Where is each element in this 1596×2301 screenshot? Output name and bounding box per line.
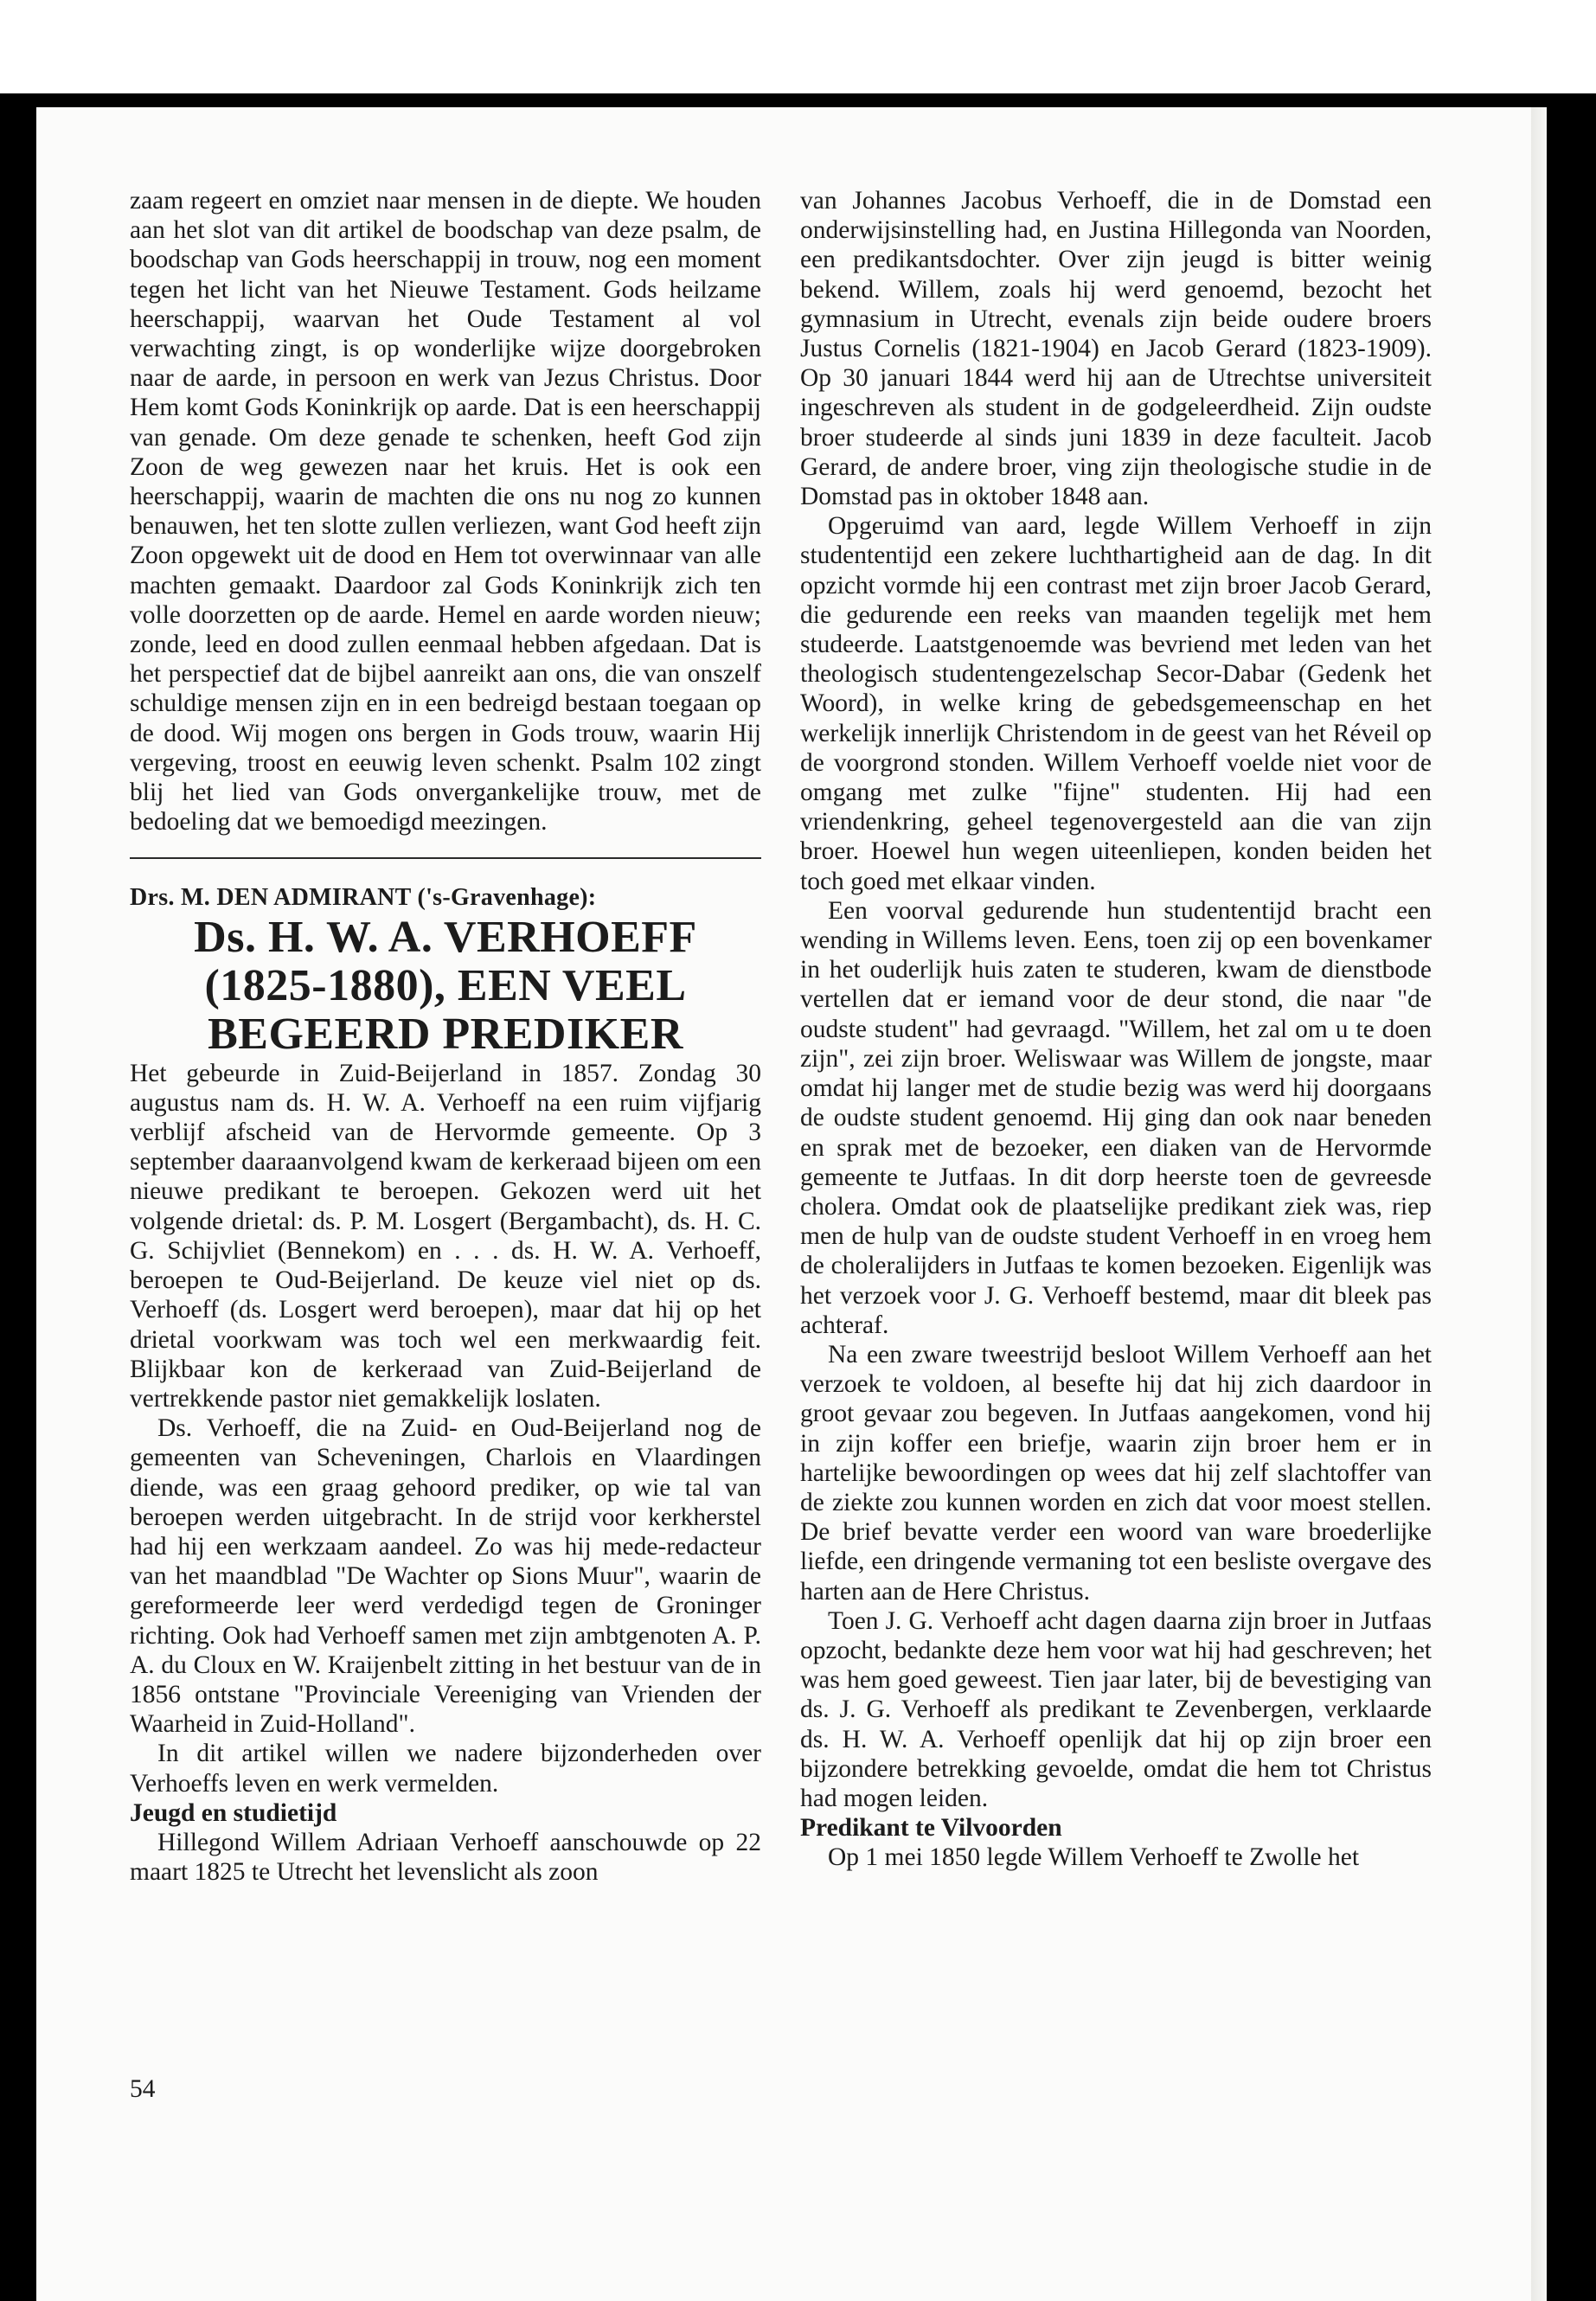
body-paragraph: Ds. Verhoeff, die na Zuid- en Oud-Beijerland nog de gemeenten van Scheveningen, Charlois en Vlaardingen diende, was een graag gehoord prediker, op wie tal van beroepen werden uitgebracht. In de strijd voor kerkherstel had hij een werkzaam aandeel. Zo was hij mede-redacteur van het maandblad "De Wachter op Sions Muur", waarin de gereformeerde leer werd verdedigd tegen de Groninger richting. Ook had Verhoeff samen met zijn ambtgenoten A. P. A. du Cloux en W. Kraijenbelt zitting in het bestuur van de in 1856 ontstane "Provinciale Vereeniging van Vrienden der Waarheid in Zuid-Holland". <box>130 1414 761 1739</box>
body-paragraph: van Johannes Jacobus Verhoeff, die in de Domstad een onderwijsinstelling had, en Justina Hillegonda van Noorden, een predikantsdochter. Over zijn jeugd is bitter weinig bekend. Willem, zoals hij werd genoemd, bezocht het gymnasium in Utrecht, evenals zijn beide oudere broers Justus Cornelis (1821-1904) en Jacob Gerard (1823-1909). Op 30 januari 1844 werd hij aan de Utrechtse universiteit ingeschreven als student in de godgeleerdheid. Zijn oudste broer studeerde al sinds juni 1839 in deze faculteit. Jacob Gerard, de andere broer, ving zijn theologische studie in de Domstad pas in oktober 1848 aan. <box>800 187 1432 511</box>
body-paragraph: Hillegond Willem Adriaan Verhoeff aanschouwde op 22 maart 1825 te Utrecht het levenslicht als zoon <box>130 1828 761 1887</box>
opening-paragraph: zaam regeert en omziet naar mensen in de diepte. We houden aan het slot van dit artikel de boodschap van deze psalm, de boodschap van Gods heerschappij in trouw, nog een moment tegen het licht van het Nieuwe Testament. Gods heilzame heerschappij, waarvan het Oude Testament al vol verwachting zingt, is op wonderlijke wijze doorgebroken naar de aarde, in persoon en werk van Jezus Christus. Door Hem komt Gods Koninkrijk op aarde. Dat is een heerschappij van genade. Om deze genade te schenken, heeft God zijn Zoon de weg gewezen naar het kruis. Het is ook een heerschappij, waarin de machten die ons nu nog zo kunnen benauwen, het ten slotte zullen verliezen, want God heeft zijn Zoon opgewekt uit de dood en Hem tot overwinnaar van alle machten gemaakt. Daardoor zal Gods Koninkrijk zich ten volle doorzetten op de aarde. Hemel en aarde worden nieuw; zonde, leed en dood zullen eenmaal hebben afgedaan. Dat is het perspectief dat de bijbel aanreikt aan ons, die van onszelf schuldige mensen zijn en in een bedreigd bestaan toegaan op de dood. Wij mogen ons bergen in Gods trouw, waarin Hij vergeving, troost en eeuwig leven schenkt. Psalm 102 zingt blij het lied van Gods onvergankelijke trouw, met de bedoeling dat we bemoedigd meezingen. <box>130 187 761 836</box>
article-title: Ds. H. W. A. VERHOEFF (1825-1880), EEN VEEL BEGEERD PREDIKER <box>194 912 697 1059</box>
body-paragraph: Het gebeurde in Zuid-Beijerland in 1857. Zondag 30 augustus nam ds. H. W. A. Verhoeff na een ruim vijfjarig verblijf afscheid van de Hervormde gemeente. Op 3 september daaraanvolgend kwam de kerkeraad bijeen om een nieuwe predikant te beroepen. Gekozen werd uit het volgende drietal: ds. P. M. Losgert (Bergambacht), ds. H. C. G. Schijvliet (Bennekom) en . . . ds. H. W. A. Verhoeff, beroepen te Oud-Beijerland. De keuze viel niet op ds. Verhoeff (ds. Losgert werd beroepen), maar dat hij op het drietal voorkwam was toch wel een merkwaardig feit. Blijkbaar kon de kerkeraad van Zuid-Beijerland de vertrekkende pastor niet gemakkelijk loslaten. <box>130 1059 761 1413</box>
article-page <box>130 186 1434 2176</box>
scan-top-margin <box>0 0 1596 93</box>
article-byline: Drs. M. DEN ADMIRANT ('s-Gravenhage): <box>130 884 597 912</box>
right-column <box>800 186 1432 1873</box>
body-paragraph: Op 1 mei 1850 legde Willem Verhoeff te Zwolle het <box>828 1843 1360 1872</box>
body-paragraph: Toen J. G. Verhoeff acht dagen daarna zijn broer in Jutfaas opzocht, bedankte deze hem voor wat hij had geschreven; het was hem goed geweest. Tien jaar later, bij de bevestiging van ds. J. G. Verhoeff als predikant te Zevenbergen, verklaarde ds. H. W. A. Verhoeff openlijk dat hij op zijn broer een bijzondere betrekking gevoelde, omdat die hem tot Christus had mogen leiden. <box>800 1606 1432 1812</box>
section-heading-vilvoorden: Predikant te Vilvoorden <box>800 1814 1062 1843</box>
paper-edge <box>1531 107 1547 2301</box>
body-paragraph: In dit artikel willen we nadere bijzonderheden over Verhoeffs leven en werk vermelden. <box>130 1740 761 1798</box>
body-paragraph: Na een zware tweestrijd besloot Willem Verhoeff aan het verzoek te voldoen, al besefte hij dat hij zich daardoor in groot gevaar zou begeven. In Jutfaas aangekomen, vond hij in zijn koffer een briefje, waarin zijn broer hem er in hartelijke bewoordingen op wees dat hij zelf slachtoffer van de ziekte zou kunnen worden en zich dat voor moest stellen. De brief bevatte verder een woord van ware broederlijke liefde, een dringende vermaning tot een besliste overgave des harten aan de Here Christus. <box>800 1340 1432 1606</box>
page-number: 54 <box>130 2075 156 2103</box>
section-heading-youth: Jeugd en studietijd <box>130 1798 337 1827</box>
left-column <box>130 186 761 1887</box>
body-paragraph: Opgeruimd van aard, legde Willem Verhoeff in zijn studententijd een zekere luchthartigheid aan de dag. In dit opzicht vormde hij een contrast met zijn broer Jacob Gerard, die gedurende een reeks van maanden tegelijk met hem studeerde. Laatstgenoemde was bevriend met leden van het theologisch studentengezelschap Secor-Dabar (Gedenk het Woord), in welke kring de gebedsgemeenschap en het werkelijk innerlijk Christendom in de geest van het Réveil op de voorgrond stonden. Willem Verhoeff voelde niet voor de omgang met zulke "fijne" studenten. Hij had een vriendenkring, geheel tegenovergesteld aan die van zijn broer. Hoewel hun wegen uiteenliepen, konden beiden het toch goed met elkaar vinden. <box>800 512 1432 895</box>
body-paragraph: Een voorval gedurende hun studententijd bracht een wending in Willems leven. Eens, toen zij op een bovenkamer in het ouderlijk huis zaten te studeren, kwam de dienstbode vertellen dat er iemand voor de deur stond, die naar "de oudste student" had gevraagd. "Willem, het zal om u te doen zijn", zei zijn broer. Weliswaar was Willem de jongste, maar omdat hij langer met de studie bezig was werd hij doorgaans de oudste student genoemd. Hij ging dan ook naar beneden en sprak met de bezoeker, een diaken van de Hervormde gemeente te Jutfaas. In dit dorp heerste toen de gevreesde cholera. Omdat ook de plaatselijke predikant ziek was, riep men de hulp van de oudste student Verhoeff in en vroeg hem de choleralijders in Jutfaas te komen bezoeken. Eigenlijk was het verzoek voor J. G. Verhoeff bestemd, maar dit bleek pas achteraf. <box>800 896 1432 1339</box>
section-divider <box>130 857 761 859</box>
